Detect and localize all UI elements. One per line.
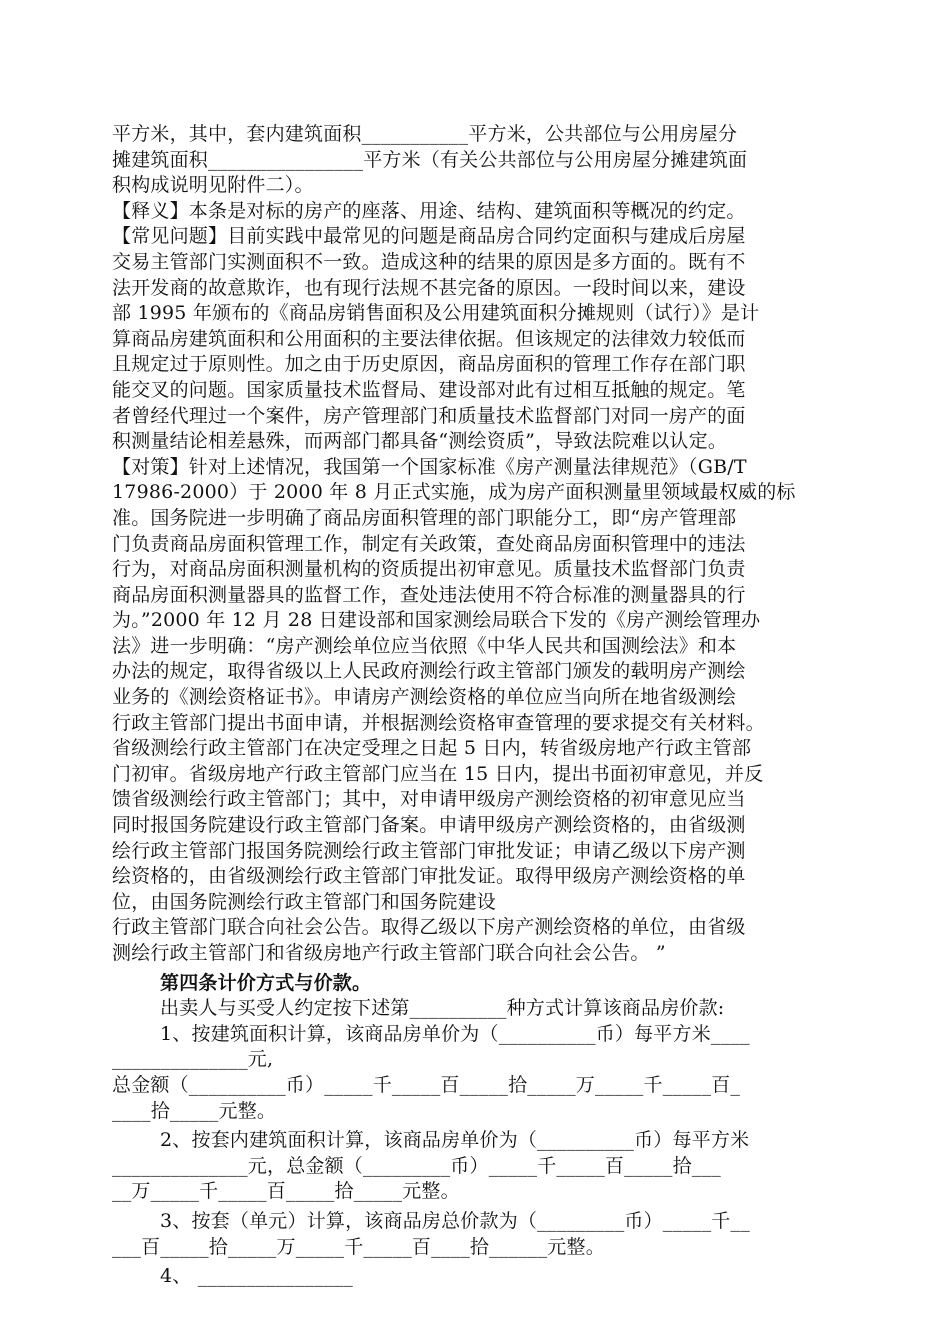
item-2-line-1: 2、按套内建筑面积计算，该商品房单价为（__________币）每平方米 xyxy=(160,1129,750,1152)
text-line: 行政主管部门提出书面申请，并根据测绘资格审查管理的要求提交有关材料。 xyxy=(112,711,765,734)
text-line: 为。”2000 年 12 月 28 日建设部和国家测绘局联合下发的《房产测绘管理办 xyxy=(112,609,761,632)
text-line: 商品房面积测量器具的监督工作，查处违法使用不符合标准的测量器具的行 xyxy=(112,583,746,606)
article-heading: 第四条计价方式与价款。 xyxy=(160,971,372,994)
item-1-line-4: ____拾_____元整。 xyxy=(112,1099,277,1122)
article-intro: 出卖人与买受人约定按下述第__________种方式计算该商品房价款: xyxy=(160,997,725,1020)
text-line: 交易主管部门实测面积不一致。造成这种的结果的原因是多方面的。既有不 xyxy=(112,250,746,273)
text-line: 【对策】针对上述情况，我国第一个国家标准《房产测量法律规范》（GB/T xyxy=(112,455,747,478)
text-line: 门初审。省级房地产行政主管部门应当在 15 日内，提出书面初审意见，并反 xyxy=(112,762,764,785)
text-line: 业务的《测绘资格证书》。申请房产测绘资格的单位应当向所在地省级测绘 xyxy=(112,686,737,709)
text-line: 者曾经代理过一个案件，房产管理部门和质量技术监督部门对同一房产的面 xyxy=(112,404,746,427)
text-line: 能交叉的问题。国家质量技术监督局、建设部对此有过相互抵触的规定。笔 xyxy=(112,378,746,401)
text-line: 积测量结论相差悬殊，而两部门都具备“测绘资质”，导致法院难以认定。 xyxy=(112,430,728,453)
text-line: 绘行政主管部门报国务院测绘行政主管部门审批发证；申请乙级以下房产测 xyxy=(112,839,746,862)
text-line: 馈省级测绘行政主管部门；其中，对申请甲级房产测绘资格的初审意见应当 xyxy=(112,788,746,811)
text-line: 行为，对商品房面积测量机构的资质提出初审意见。质量技术监督部门负责 xyxy=(112,558,746,581)
text-line: 【释义】本条是对标的房产的座落、用途、结构、建筑面积等概况的约定。 xyxy=(112,199,746,222)
text-line: 行政主管部门联合向社会公告。取得乙级以下房产测绘资格的单位，由省级 xyxy=(112,916,746,939)
item-1-line-1: 1、按建筑面积计算，该商品房单价为（__________币）每平方米____ xyxy=(160,1022,750,1045)
text-line: 同时报国务院建设行政主管部门备案。申请甲级房产测绘资格的，由省级测 xyxy=(112,814,746,837)
item-1-line-3: 总金额（__________币）_____千_____百_____拾_____万_____千_____百_ xyxy=(112,1073,741,1096)
text-line: 办法的规定，取得省级以上人民政府测绘行政主管部门颁发的载明房产测绘 xyxy=(112,660,746,683)
text-line: 法》进一步明确：“房产测绘单位应当依照《中华人民共和国测绘法》和本 xyxy=(112,634,737,657)
text-line: 法开发商的故意欺诈，也有现行法规不甚完备的原因。一段时间以来，建设 xyxy=(112,276,746,299)
text-line: 位，由国务院测绘行政主管部门和国务院建设 xyxy=(112,890,497,913)
item-1-line-2: ______________元, xyxy=(112,1048,274,1071)
text-line: 准。国务院进一步明确了商品房面积管理的部门职能分工，即“房产管理部 xyxy=(112,506,737,529)
item-4-line-1: 4、 ________________ xyxy=(160,1265,353,1288)
text-line: 门负责商品房面积管理工作，制定有关政策，查处商品房面积管理中的违法 xyxy=(112,532,746,555)
text-line: 省级测绘行政主管部门在决定受理之日起 5 日内，转省级房地产行政主管部 xyxy=(112,737,752,760)
item-3-line-1: 3、按套（单元）计算，该商品房总价款为（_________币）_____千__ xyxy=(160,1209,750,1232)
text-line: 【常见问题】目前实践中最常见的问题是商品房合同约定面积与建成后房屋 xyxy=(112,225,746,248)
text-line: 测绘行政主管部门和省级房地产行政主管部门联合向社会公告。 ” xyxy=(112,942,666,964)
item-2-line-2: ______________元，总金额（_________币）_____千_____百_____拾___ xyxy=(112,1154,721,1177)
item-3-line-2: ___百_____拾_____万_____千_____百____拾______元整。 xyxy=(112,1235,605,1258)
text-line: 摊建筑面积________________平方米（有关公共部位与公用房屋分摊建筑面 xyxy=(112,148,748,171)
text-line: 积构成说明见附件二）。 xyxy=(112,174,314,197)
text-line: 平方米，其中，套内建筑面积___________平方米，公共部位与公用房屋分 xyxy=(112,123,738,145)
text-line: 且规定过于原则性。加之由于历史原因，商品房面积的管理工作存在部门职 xyxy=(112,353,746,376)
text-line: 算商品房建筑面积和公用面积的主要法律依据。但该规定的法律效力较低而 xyxy=(112,327,746,350)
text-line: 部 1995 年颁布的《商品房销售面积及公用建筑面积分摊规则（试行）》是计 xyxy=(112,302,760,325)
text-line: 绘资格的，由省级测绘行政主管部门审批发证。取得甲级房产测绘资格的单 xyxy=(112,865,746,888)
document-page xyxy=(112,122,862,1290)
item-2-line-3: __万_____千_____百_____拾_____元整。 xyxy=(112,1180,460,1203)
body-text xyxy=(112,122,862,967)
text-line: 17986-2000）于 2000 年 8 月正式实施，成为房产面积测量里领域最权威的标 xyxy=(112,481,796,504)
